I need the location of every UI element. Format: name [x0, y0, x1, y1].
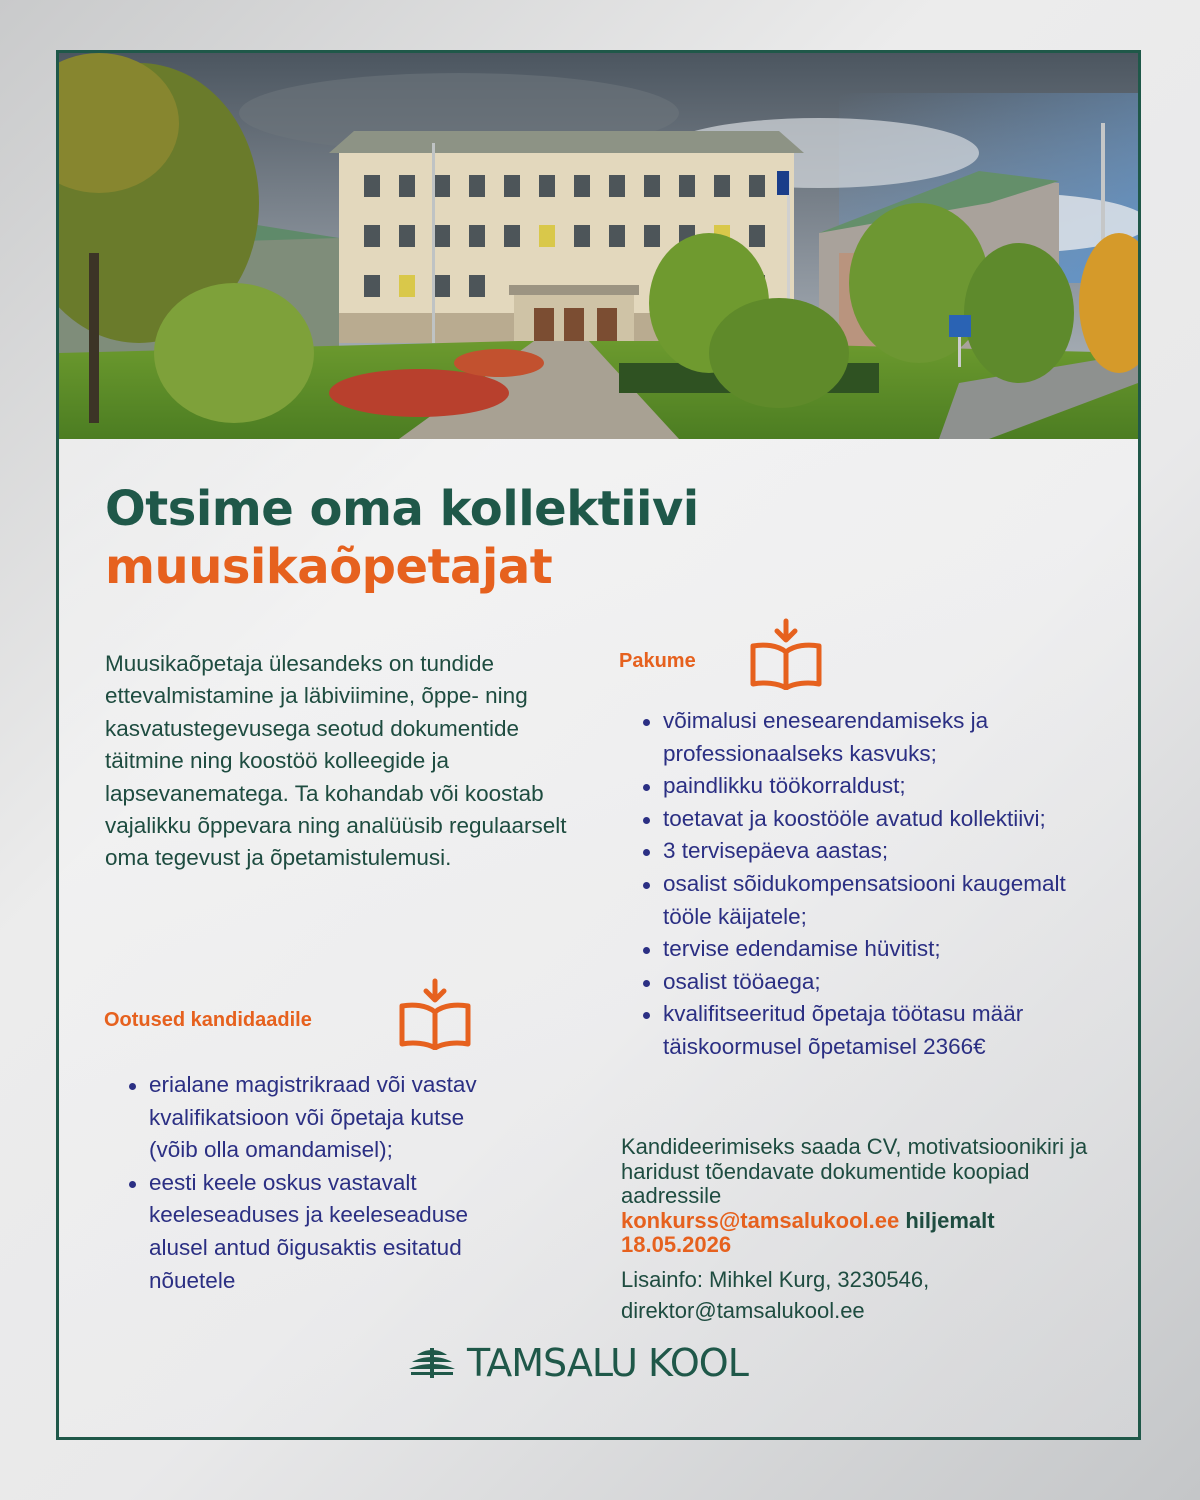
deadline-date: 18.05.2026 — [621, 1232, 732, 1257]
application-info — [621, 1135, 1091, 1326]
offer-heading: Pakume — [619, 650, 696, 672]
list-item: osalist tööaega; — [639, 966, 1109, 999]
list-item: toetavat ja koostööle avatud kollektiivi; — [639, 803, 1109, 836]
job-description: Muusikaõpetaja ülesandeks on tundide ettevalmistamine ja läbiviimine, õppe- ning kasvatustegevusega seotud dokumentide täitmine ning koostöö kolleegide ja lapsevanematega. Ta kohandab või koostab vajalikku õppevara ning analüüsib regulaarselt oma tegevust ja õpetamistulemusi. — [105, 651, 567, 871]
school-logo — [409, 1340, 748, 1386]
deadline-label: hiljemalt — [905, 1207, 995, 1233]
headline-line-1: Otsime oma kollektiivi — [105, 481, 699, 537]
school-building-photo — [59, 53, 1138, 439]
contact-line: Lisainfo: Mihkel Kurg, 3230546, — [621, 1266, 930, 1292]
tree-logo-icon — [409, 1346, 455, 1380]
offer-list — [639, 705, 1109, 1064]
list-item: 3 tervisepäeva aastas; — [639, 835, 1109, 868]
list-item: erialane magistrikraad või vastav kvalifikatsioon või õpetaja kutse (võib olla omandamisel); — [125, 1069, 485, 1167]
list-item: osalist sõidukompensatsiooni kaugemalt tööle käijatele; — [639, 868, 1109, 933]
open-book-icon — [395, 978, 475, 1050]
list-item: tervise edendamise hüvitist; — [639, 933, 1109, 966]
list-item: eesti keele oskus vastavalt keeleseaduses ja keeleseaduse alusel antud õigusaktis esitatud nõuetele — [125, 1167, 485, 1297]
application-text: Kandideerimiseks saada CV, motivatsioonikiri ja haridust tõendavate dokumentide koopiad aadressile — [621, 1134, 1088, 1208]
open-book-icon — [746, 618, 826, 690]
list-item: võimalusi enesearendamiseks ja professionaalseks kasvuks; — [639, 705, 1109, 770]
expectations-heading: Ootused kandidaadile — [104, 1009, 312, 1031]
list-item: kvalifitseeritud õpetaja töötasu määr täiskoormusel õpetamisel 2366€ — [639, 998, 1109, 1063]
headline-line-2: muusikaõpetajat — [105, 539, 553, 595]
logo-text: TAMSALU KOOL — [467, 1341, 748, 1385]
list-item: paindlikku töökorraldust; — [639, 770, 1109, 803]
poster-frame — [56, 50, 1141, 1440]
contact-email[interactable]: direktor@tamsalukool.ee — [621, 1297, 865, 1323]
expectations-list — [125, 1069, 485, 1297]
application-email[interactable]: konkurss@tamsalukool.ee — [621, 1207, 900, 1233]
